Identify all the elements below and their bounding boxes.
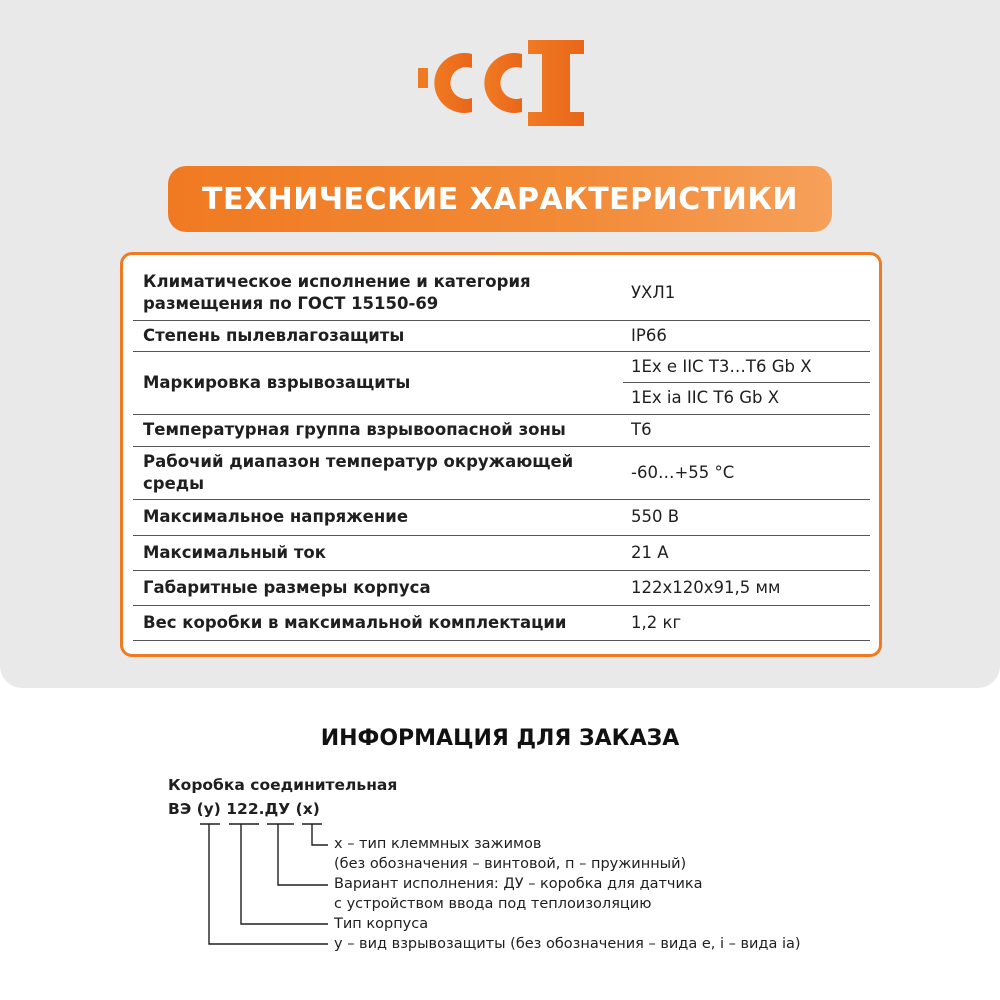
product-name: Коробка соединительная <box>168 776 398 794</box>
desc-terminal-type: х – тип клеммных зажимов <box>334 836 542 852</box>
spec-label: Максимальное напряжение <box>133 499 623 535</box>
leader-122 <box>241 824 328 924</box>
spec-label-line: размещения по ГОСТ 15150-69 <box>143 294 439 314</box>
spec-label-line: Рабочий диапазон температур окружающей <box>143 451 574 471</box>
desc-housing-type: Тип корпуса <box>334 916 429 932</box>
spec-value: 1,2 кг <box>623 605 870 640</box>
spec-label: Температурная группа взрывоопасной зоны <box>133 414 623 446</box>
spec-value: 122x120x91,5 мм <box>623 570 870 605</box>
spec-label-line: Климатическое исполнение и категория <box>143 272 531 292</box>
leader-du <box>278 824 328 885</box>
leader-y <box>209 824 328 944</box>
spec-value: 1Ex e IIC T3…T6 Gb X <box>623 352 870 383</box>
spec-value: 21 А <box>623 535 870 570</box>
spec-label: Маркировка взрывозащиты <box>133 351 623 414</box>
leader-x <box>312 824 328 845</box>
desc-ex-protection: у – вид взрывозащиты (без обозначения – вида е, i – вида ia) <box>334 936 801 952</box>
spec-value: 1Ex ia IIC T6 Gb X <box>631 388 780 407</box>
spec-label: Максимальный ток <box>133 535 623 570</box>
desc-terminal-type-detail: (без обозначения – винтовой, п – пружинный) <box>334 856 687 872</box>
spec-label: Степень пылевлагозащиты <box>133 320 623 351</box>
order-info-title: ИНФОРМАЦИЯ ДЛЯ ЗАКАЗА <box>320 726 680 751</box>
spec-value: IP66 <box>623 320 870 351</box>
desc-variant: Вариант исполнения: ДУ – коробка для датчика <box>334 876 703 892</box>
section-title: ТЕХНИЧЕСКИЕ ХАРАКТЕРИСТИКИ <box>202 181 798 217</box>
spec-label: Вес коробки в максимальной комплектации <box>133 605 623 640</box>
spec-label: Габаритные размеры корпуса <box>133 570 623 605</box>
spec-label-line: среды <box>143 473 205 493</box>
product-code: ВЭ (у) 122.ДУ (х) <box>168 800 320 818</box>
spec-value: T6 <box>623 414 870 446</box>
spec-value: 550 В <box>623 499 870 535</box>
spec-value: УХЛ1 <box>623 267 870 320</box>
desc-variant-detail: с устройством ввода под теплоизоляцию <box>334 896 652 912</box>
spec-value: -60…+55 °C <box>623 446 870 499</box>
